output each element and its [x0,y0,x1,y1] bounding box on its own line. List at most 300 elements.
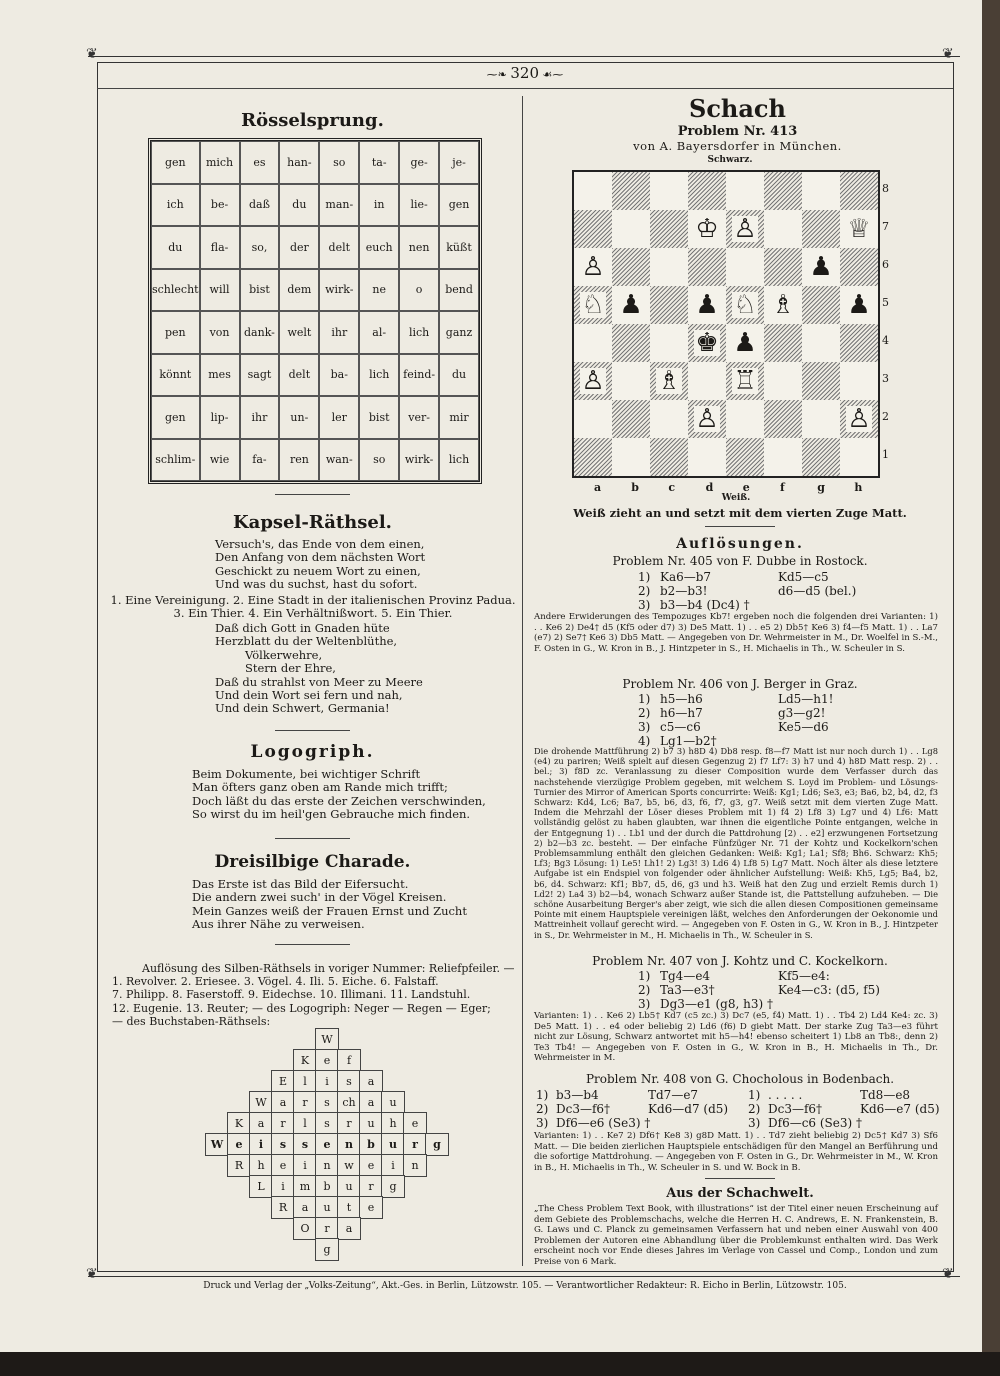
letter-cell: u [359,1112,383,1135]
knight-cell: man- [319,184,359,227]
move-text: 2) [536,1102,549,1116]
poem-line: Und was du suchst, hast du sofort. [215,577,418,592]
board-square [650,362,688,400]
knight-cell: könnt [151,354,200,397]
chess-piece: ♙ [847,404,871,434]
chess-piece: ♟ [847,290,871,320]
letter-cell: f [337,1049,361,1072]
letter-cell: e [271,1154,295,1177]
corner-ornament-icon: ❦ [86,46,98,62]
solutions-text [112,962,517,1028]
board-square [650,324,688,362]
board-square [688,172,726,210]
knight-cell: bend [439,269,479,312]
solution-line: Auflösung des Silben-Räthsels in voriger Nummer: Reliefpfeiler. — [142,962,515,975]
knight-cell: al- [359,311,399,354]
knight-cell: ge- [399,141,439,184]
letter-cell: ch [337,1091,361,1114]
board-square [802,286,840,324]
chess-piece: ♖ [733,366,757,396]
board-square [612,324,650,362]
move-text: . . . . . [768,1088,803,1102]
board-square [574,210,612,248]
poem-line: Stern der Ehre, [245,661,336,676]
board-square [688,286,726,324]
chess-piece: ♘ [733,290,757,320]
move-text: Dc3—f6† [556,1102,611,1116]
chess-piece: ♔ [695,214,719,244]
knight-cell: ihr [240,396,280,439]
knight-cell: der [279,226,319,269]
poem-line: Und dein Wort sei fern und nah, [215,688,403,703]
file-label: f [780,481,785,494]
board-square [802,248,840,286]
letter-cell: e [359,1154,383,1177]
move-text: Ke4—c3: (d5, f5) [778,983,880,997]
board-square [688,362,726,400]
knight-cell: han- [279,141,319,184]
board-square [574,286,612,324]
divider [705,526,775,527]
board-square [764,248,802,286]
poem-line: Beim Dokumente, bei wichtiger Schrift [192,767,421,781]
knight-cell: in [359,184,399,227]
knight-cell: ganz [439,311,479,354]
letter-cell: R [227,1154,251,1177]
board-square [802,324,840,362]
chess-piece: ♗ [657,366,681,396]
letter-cell: l [293,1112,317,1135]
poem-line: Und dein Schwert, Germania! [215,701,390,716]
move-text: 2) [638,983,651,997]
letter-cell: e [227,1133,251,1156]
board-square [612,248,650,286]
move-line [638,570,888,584]
letter-cell: e [315,1133,339,1156]
poem-line: Das Erste ist das Bild der Eifersucht. [192,877,409,891]
letter-cell: O [293,1217,317,1240]
board-square [650,172,688,210]
rank-label: 7 [882,220,889,233]
knight-cell: feind- [399,354,439,397]
board-square [726,210,764,248]
p407-title: Problem Nr. 407 von J. Kohtz und C. Kockelkorn. [592,954,888,968]
knight-cell: von [200,311,240,354]
letter-cell: u [381,1091,405,1114]
rank-label: 4 [882,334,889,347]
knight-cell: bist [240,269,280,312]
letter-cell: e [403,1112,427,1135]
knight-cell: schlecht [151,269,200,312]
chess-piece: ♕ [847,214,871,244]
corner-ornament-icon: ❦ [86,1266,98,1282]
poem-line: So wirst du im heil'gen Gebrauche mich finden. [192,807,471,822]
move-line [748,1116,956,1130]
board-square [840,210,878,248]
move-line [638,969,918,983]
knight-cell: mes [200,354,240,397]
p407-moves [638,969,918,1011]
chess-piece: ♙ [695,404,719,434]
knight-cell: es [240,141,280,184]
p405-note: Andere Erwiderungen des Tempozuges Kb7! ergeben noch die folgenden drei Varianten: 1) . . Ke6 2) De4† d5 (Kf5 oder d7) 3) De5 Matt. 1) . . e5 2) Db5† Ke6 3) f4—f5 Matt. 1) . . La7 (e7) 2) Se7† Ke6 3) Db5 Matt. — Angegeben von Dr. Wehrmeister in M., Dr. Woelfel in S.-M., F. Osten in G., W. Kron in B., J. Hintzpeter in S., H. Michaelis in Th., W. Scheuler in S. [534,612,938,654]
move-text: Kd6—d7 (d5) [648,1102,729,1116]
knight-cell: gen [151,141,200,184]
rank-labels [882,170,896,474]
letter-cell: r [293,1091,317,1114]
board-square [764,172,802,210]
letter-cell: n [337,1133,361,1156]
chess-world-title: Aus der Schachwelt. [666,1186,814,1201]
letter-cell: b [315,1175,339,1198]
letter-cell: i [249,1133,273,1156]
letter-cell: L [249,1175,273,1198]
knight-cell: wirk- [399,439,439,482]
letter-cell: r [403,1133,427,1156]
move-line [638,598,888,612]
move-text: Kf5—e4: [778,969,830,983]
knight-cell: lie- [399,184,439,227]
board-square [612,210,650,248]
chess-piece: ♙ [733,214,757,244]
move-text: 1) [748,1088,761,1102]
knight-cell: delt [319,226,359,269]
board-square [688,210,726,248]
chess-title: Schach [688,94,786,123]
letter-cell: r [359,1175,383,1198]
letter-cell: W [205,1133,229,1156]
letter-cell: m [293,1175,317,1198]
board-square [802,438,840,476]
move-text: Ke5—d6 [778,720,829,734]
letter-cell: u [337,1175,361,1198]
knight-cell: je- [439,141,479,184]
knight-cell: un- [279,396,319,439]
letter-cell: t [337,1196,361,1219]
board-square [840,248,878,286]
board-square [840,324,878,362]
charade-text [192,878,467,932]
move-text: 3) [638,997,651,1011]
p408-note: Varianten: 1) . . Ke7 2) Df6† Ke8 3) g8D Matt. 1) . . Td7 zieht beliebig 2) Dc5† Kd7 3) Sf6 Matt. — Die beiden zierlichen Hauptspiele entschädigen für den Mangel an Berführung und die sofortige Mattdrohung. — Angegeben von F. Osten in G., Dr. Wehrmeister in M., W. Kron in B., H. Michaelis in Th., W. Scheuler in S. und W. Bock in B. [534,1131,938,1173]
letter-cell: r [315,1217,339,1240]
poem-line: Mein Ganzes weiß der Frauen Ernst und Zucht [192,903,467,918]
move-text: h5—h6 [660,692,703,706]
poem-line: Die andern zwei such' in der Vögel Kreisen. [192,890,447,905]
knight-cell: so [359,439,399,482]
board-square [574,438,612,476]
knight-cell: so [319,141,359,184]
board-square [574,248,612,286]
black-label: Schwarz. [707,155,753,165]
letter-cell: s [337,1070,361,1093]
p408-title: Problem Nr. 408 von G. Chocholous in Bodenbach. [585,1072,895,1086]
letter-cell: h [249,1154,273,1177]
letter-cell: e [315,1049,339,1072]
file-label: g [817,481,825,494]
move-text: b3—b4 [556,1088,599,1102]
file-label: a [594,481,602,494]
move-line [536,1102,744,1116]
board-square [650,438,688,476]
divider [275,838,350,839]
poem-line: Daß du strahlst von Meer zu Meere [215,674,423,689]
kapsel-intro [215,538,425,592]
logogriph-text [192,768,486,822]
chess-world-text: „The Chess Problem Text Book, with illustrations“ ist der Titel einer neuen Erscheinung auf dem Gebiete des Problemschachs, welche die Herren H. C. Andrews, E. N. Frankenstein, B. G. Laws und C. Planck zu gemeinsamen Verfassern hat und neben einer Auswahl von 400 Problemen der Autoren eine Abhandlung über die Problemkunst enthalten wird. Das Werk erscheint noch vor Ende dieses Jahres im Verlage von Cassel und Comp., London und zum Preise von 6 Mark. [534,1204,938,1267]
imprint-footer: Druck und Verlag der „Volks-Zeitung“, Akt.-Ges. in Berlin, Lützowstr. 105. — Verantwortlicher Redakteur: R. Eicho in Berlin, Lützowstr. 105. [203,1281,847,1291]
knight-cell: bist [359,396,399,439]
letter-cell: s [293,1133,317,1156]
move-text: Kd5—c5 [778,570,829,584]
letter-cell: s [315,1112,339,1135]
move-text: d6—d5 (bel.) [778,584,857,598]
board-square [726,286,764,324]
column-separator [522,96,523,1266]
letter-cell: W [315,1028,339,1051]
knight-cell: du [439,354,479,397]
move-text: Df6—e6 (Se3) † [556,1116,651,1130]
board-square [726,362,764,400]
move-text: g3—g2! [778,706,826,720]
board-square [802,400,840,438]
move-text: Ta3—e3† [660,983,715,997]
file-label: c [668,481,676,494]
chess-piece: ♚ [695,328,719,358]
chess-piece: ♟ [809,252,833,282]
letter-cell: E [271,1070,295,1093]
knight-cell: fla- [200,226,240,269]
letter-cell: b [359,1133,383,1156]
kapsel-list-line: 1. Eine Vereinigung. 2. Eine Stadt in der italienischen Provinz Padua. [110,593,516,607]
letter-cell: r [337,1112,361,1135]
letter-cell: a [359,1091,383,1114]
knight-cell: du [151,226,200,269]
poem-line: Versuch's, das Ende von dem einen, [215,537,425,551]
move-text: b3—b4 (Dc4) † [660,598,750,612]
knight-cell: küßt [439,226,479,269]
letter-cell: g [425,1133,449,1156]
board-square [764,438,802,476]
bottom-rule [88,1276,960,1277]
move-line [638,983,918,997]
board-square [726,172,764,210]
corner-ornament-icon: ❦ [942,46,954,62]
board-square [612,438,650,476]
knight-cell: du [279,184,319,227]
chess-piece: ♗ [771,290,795,320]
knight-cell: welt [279,311,319,354]
move-text: 3) [536,1116,549,1130]
letter-cell: i [293,1154,317,1177]
move-line [638,584,888,598]
flourish-icon: ⁓❧ [486,68,511,81]
letter-cell: l [293,1070,317,1093]
letter-cell: n [315,1154,339,1177]
board-square [802,172,840,210]
board-square [688,400,726,438]
problem-author: von A. Bayersdorfer in München. [633,139,842,153]
move-text: Df6—c6 (Se3) † [768,1116,863,1130]
top-rule [88,56,960,57]
poem-line: Den Anfang von dem nächsten Wort [215,550,426,565]
knight-tour-grid [148,138,482,484]
rank-label: 3 [882,372,889,385]
move-text: 2) [638,584,651,598]
file-label: h [854,481,863,494]
move-text: 3) [748,1116,761,1130]
move-text: Td7—e7 [648,1088,699,1102]
move-text: Td8—e8 [860,1088,911,1102]
board-square [840,400,878,438]
chess-piece: ♙ [581,252,605,282]
divider [275,494,350,495]
logogriph-title: Logogriph. [250,742,375,762]
poem-line: Daß dich Gott in Gnaden hüte [215,621,390,635]
knight-cell: wirk- [319,269,359,312]
poem-line: Geschickt zu neuem Wort zu einen, [215,563,421,578]
move-text: 1) [638,570,651,584]
white-label: Weiß. [721,493,751,503]
board-square [612,172,650,210]
move-text: 2) [638,706,651,720]
board-square [840,172,878,210]
board-square [764,286,802,324]
book-edge [982,0,1000,1376]
solution-line: 12. Eugenie. 13. Reuter; — des Logogriph: Neger — Regen — Eger; [112,1001,491,1015]
knight-cell: ren [279,439,319,482]
p408-moves-right [748,1088,956,1130]
chess-board [572,170,880,478]
board-square [574,324,612,362]
board-square [650,400,688,438]
board-square [688,324,726,362]
knight-cell: euch [359,226,399,269]
letter-cell: u [315,1196,339,1219]
board-square [840,438,878,476]
poem-line: Doch läßt du das erste der Zeichen verschwinden, [192,793,486,808]
knight-cell: ler [319,396,359,439]
board-square [764,400,802,438]
chess-piece: ♟ [695,290,719,320]
knight-cell: mich [200,141,240,184]
kapsel-list-line: 3. Ein Thier. 4. Ein Verhältnißwort. 5. Ein Thier. [173,606,453,621]
knight-cell: lich [399,311,439,354]
board-square [650,248,688,286]
knight-cell: will [200,269,240,312]
knight-cell: o [399,269,439,312]
rank-label: 6 [882,258,889,271]
letter-cell: W [249,1091,273,1114]
poem-line: Herzblatt du der Weltenblüthe, [215,634,398,649]
letter-cell: n [403,1154,427,1177]
move-text: 1) [536,1088,549,1102]
move-text: c5—c6 [660,720,701,734]
poem-line: Völkerwehre, [245,647,323,662]
board-square [764,324,802,362]
letter-cell: a [249,1112,273,1135]
move-text: Tg4—e4 [660,969,711,983]
knight-cell: schlim- [151,439,200,482]
board-square [574,400,612,438]
p406-moves [638,692,888,748]
knight-cell: lich [439,439,479,482]
move-line [748,1088,956,1102]
solution-line: 7. Philipp. 8. Faserstoff. 9. Eidechse. 10. Illimani. 11. Landstuhl. [112,988,471,1002]
board-square [574,172,612,210]
solutions-title: Auflösungen. [676,536,804,552]
board-square [650,210,688,248]
letter-cell: s [315,1091,339,1114]
board-square [802,210,840,248]
board-square [726,438,764,476]
letter-cell: s [271,1133,295,1156]
letter-cell: h [381,1112,405,1135]
knight-cell: sagt [240,354,280,397]
divider [275,944,350,945]
corner-ornament-icon: ❦ [942,1266,954,1282]
p406-note: Die drohende Mattführung 2) b7 3) h8D 4) Db8 resp. f8—f7 Matt ist nur noch durch 1) . . Lg8 (e4) zu pariren; Weiß spielt auf diesen Gegenzug 2) f7 Lf7: 3) h7 und 4) h8D Matt resp. 2) . . bel.; 3) f8D zc. Veranlassung zu dieser Composition wurde dem Verfasser durch das nachstehende vierzügige Problem gegeben, mit welchem S. Loyd im Problem- und Lösungs-Turnier des Mirror of American Sports concurrirte: Weiß: Kg1; Ld6; Se3, e3; Ba6, b2, b4, d2, f3 Schwarz: Kd4, Lc6; Ba7, b5, b6, d3, f6, f7, g3, g7. Weiß setzt mit dem vierten Zuge Matt. Indem die Mehrzahl der Löser dieses Problem mit 1) f4 2) Lf8 3) Lg7 und 4) Lf6: Matt vollständig gelöst zu haben glaubten, war ihnen die eigentliche Pointe entgangen, welche in der Entgegnung 1) . . Lb1 und der durch die Pattdrohung [2) . . e2] erzwungenen Fortsetzung 2) b2—b3 zc. besteht. — Der einfache Fünfzüger Nr. 71 der Kohtz und Kockelkorn'schen Problemsammlung enthält den gleichen Gedanken: Weiß: Kg1; La1; Sf8; Bh6. Schwarz: Kh5; Lf3; Bg3 Lösung: 1) Le5! Lh1! 2) Lg3! 3) Ld6 4) Lf8 5) Lg7 Matt. Noch älter als diese letztere Aufgabe ist ein Endspiel von folgender oder ähnlicher Aufstellung: Weiß: Kh5, Lg5; Ba4, b2, b6, d4. Schwarz: Kf1; Bb7, d5, d6, g3 und h3. Weiß hat den Zug und erzielt Remis durch 1) Ld2! 2) La4 3) b2—b4, wonach Schwarz außer Stande ist, die Pattstellung aufzuheben. — Die schöne Ausarbeitung Berger's aber zeigt, wie sich die allen diesen Compositionen gemeinsame Pointe mit einem Hauptspiele vereinigen läßt, welches den Anforderungen der Oekonomie und Mattreinheit vollauf gerecht wird. — Angegeben von F. Osten in G., W. Kron in B., J. Hintzpeter in S., Dr. Wehrmeister in M., H. Michaelis in Th., W. Scheuler in S. [534,746,938,940]
p405-title: Problem Nr. 405 von F. Dubbe in Rostock. [612,554,868,568]
board-square [840,362,878,400]
charade-title: Dreisilbige Charade. [214,852,411,872]
board-square [612,362,650,400]
board-square [650,286,688,324]
letter-cell: g [381,1175,405,1198]
poem-line: Man öfters ganz oben am Rande mich trifft; [192,780,448,795]
chess-piece: ♙ [581,366,605,396]
move-line [638,692,888,706]
letter-cell: K [293,1049,317,1072]
p408-moves-left [536,1088,744,1130]
divider [705,1178,775,1179]
knight-cell: ich [151,184,200,227]
page-number: ⁓❧ 320 ☙⁓ [486,64,564,82]
knight-cell: wan- [319,439,359,482]
knight-cell: ba- [319,354,359,397]
move-line [638,706,888,720]
knight-cell: wie [200,439,240,482]
chess-piece: ♟ [619,290,643,320]
rank-label: 1 [882,448,889,461]
knight-cell: nen [399,226,439,269]
knight-cell: daß [240,184,280,227]
knight-cell: dank- [240,311,280,354]
letter-cell: r [271,1112,295,1135]
scan-border [0,1352,1000,1376]
board-square [726,400,764,438]
letter-cell: g [315,1238,339,1261]
move-text: 3) [638,720,651,734]
kapsel-title: Kapsel-Räthsel. [233,512,392,533]
board-square [612,286,650,324]
move-line [536,1116,744,1130]
board-square [726,324,764,362]
kapsel-poem [215,622,423,716]
header-rule [97,88,953,89]
move-text: 1) [638,692,651,706]
move-text: Dc3—f6† [768,1102,823,1116]
move-text: 3) [638,598,651,612]
letter-cell: e [359,1196,383,1219]
move-line [748,1102,956,1116]
poem-line: Aus ihrer Nähe zu verweisen. [192,917,365,932]
letter-cell: i [381,1154,405,1177]
move-text: Dg3—e1 (g8, h3) † [660,997,773,1011]
rank-label: 2 [882,410,889,423]
board-square [574,362,612,400]
letter-cell: u [381,1133,405,1156]
